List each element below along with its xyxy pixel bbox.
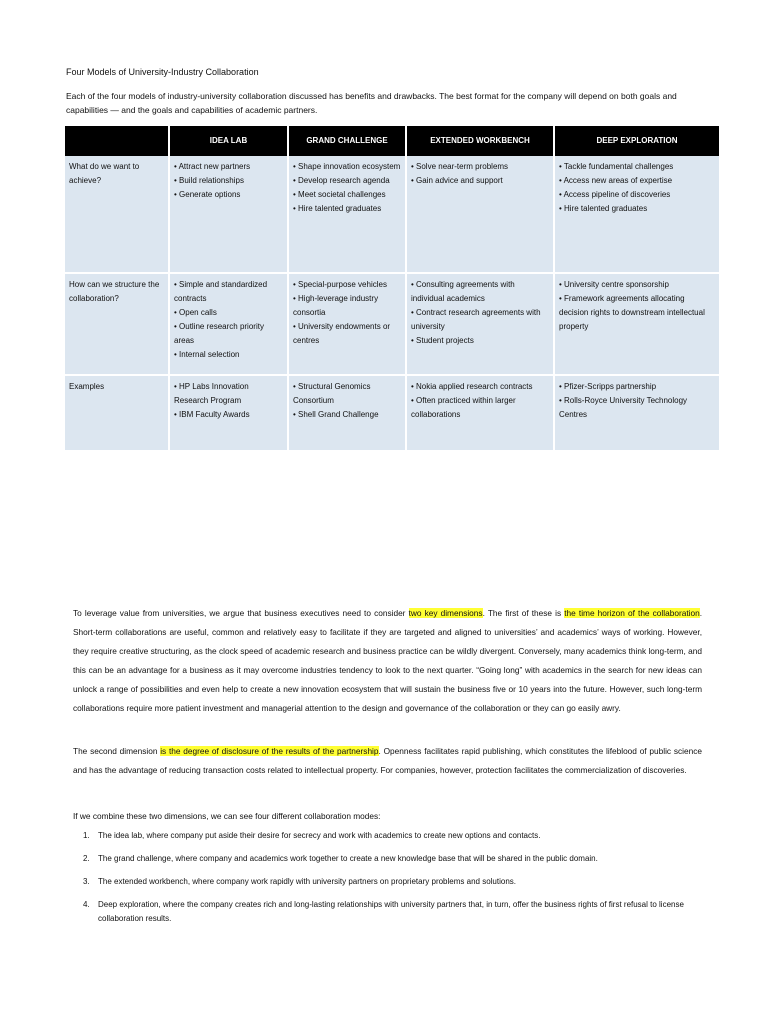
bullet-item: • Special-purpose vehicles xyxy=(293,280,387,289)
row-label: Examples xyxy=(65,375,169,451)
row-label: How can we structure the collaboration? xyxy=(65,273,169,375)
bullet-item: • Open calls xyxy=(174,308,217,317)
bullet-item: • High-leverage industry consortia xyxy=(293,294,379,317)
highlight-two-key-dimensions: two key dimensions xyxy=(408,608,483,618)
bullet-item: • Student projects xyxy=(411,336,474,345)
table-cell xyxy=(288,156,406,273)
text-run: . The first of these is xyxy=(482,608,565,618)
list-number: 3. xyxy=(83,877,90,886)
bullet-item: • HP Labs Innovation Research Program xyxy=(174,382,249,405)
text-run: . Openness facilitates rapid publishing, which constitutes the lifeblood of public science and has the advantage of reducing transaction costs related to intellectual property. For companies, however, protection facilitates the commercialization of discoveries. xyxy=(73,746,702,775)
list-number: 2. xyxy=(83,854,90,863)
paragraph-combine: If we combine these two dimensions, we can see four different collaboration modes: xyxy=(73,811,381,821)
bullet-item: • Meet societal challenges xyxy=(293,190,386,199)
bullet-item: • Contract research agreements with university xyxy=(411,308,541,331)
table-row xyxy=(65,375,719,451)
paragraph-time-horizon xyxy=(73,604,702,718)
table-cell xyxy=(288,375,406,451)
header-grand-challenge: GRAND CHALLENGE xyxy=(288,126,406,156)
table-row xyxy=(65,156,719,273)
text-run: . Short-term collaborations are useful, common and relatively easy to facilitate if they are targeted and aligned to universities’ and academics’ ways of working. However, they require creative structuring, as the clock speed of academic research and business practice can be wildly divergent. Conversely, many academics think long-term, and this can be an advantage for a business as it may overcome industries tendency to look to the next quarter. “Going long” with academics in the search for new ideas can unlock a range of possibilities and even help to create a new innovation ecosystem that will sustain the business five or 10 years into the future. However, such long-term collaborations require more patient investment and managerial attention to the design and governance of the collaboration or they can go easily awry. xyxy=(73,608,703,713)
table-cell xyxy=(169,375,288,451)
bullet-item: • Tackle fundamental challenges xyxy=(559,162,674,171)
table-cell xyxy=(288,273,406,375)
bullet-item: • IBM Faculty Awards xyxy=(174,410,250,419)
bullet-item: • Develop research agenda xyxy=(293,176,390,185)
table-cell xyxy=(406,375,554,451)
highlight-time-horizon: the time horizon of the collaboration xyxy=(564,608,700,618)
bullet-item: • Access pipeline of discoveries xyxy=(559,190,671,199)
bullet-item: • Simple and standardized contracts xyxy=(174,280,268,303)
header-empty xyxy=(65,126,169,156)
header-deep-exploration: DEEP EXPLORATION xyxy=(554,126,719,156)
list-number: 4. xyxy=(83,900,90,909)
list-text: The extended workbench, where company work rapidly with university partners on proprietary problems and solutions. xyxy=(98,877,516,886)
list-item xyxy=(73,852,708,866)
table-cell xyxy=(169,156,288,273)
bullet-item: • Pfizer-Scripps partnership xyxy=(559,382,657,391)
paragraph-disclosure xyxy=(73,742,702,780)
table-cell xyxy=(554,375,719,451)
bullet-item: • Nokia applied research contracts xyxy=(411,382,533,391)
list-text: The grand challenge, where company and academics work together to create a new knowledge base that will be shared in the public domain. xyxy=(98,854,598,863)
table-header-row xyxy=(65,126,719,156)
table-row xyxy=(65,273,719,375)
highlight-degree-of-disclosure: is the degree of disclosure of the results of the partnership xyxy=(160,746,379,756)
row-label: What do we want to achieve? xyxy=(65,156,169,273)
list-text: The idea lab, where company put aside their desire for secrecy and work with academics to create new options and contacts. xyxy=(98,831,541,840)
bullet-item: • Gain advice and support xyxy=(411,176,503,185)
bullet-item: • Hire talented graduates xyxy=(559,204,648,213)
bullet-item: • Shell Grand Challenge xyxy=(293,410,379,419)
list-item xyxy=(73,875,708,889)
text-run: The second dimension xyxy=(73,746,161,756)
table-cell xyxy=(554,273,719,375)
bullet-item: • Framework agreements allocating decision rights to downstream intellectual property xyxy=(559,294,705,331)
bullet-item: • Often practiced within larger collaborations xyxy=(411,396,516,419)
list-item xyxy=(73,829,708,843)
collaboration-models-table xyxy=(65,126,719,452)
table-cell xyxy=(554,156,719,273)
bullet-item: • Build relationships xyxy=(174,176,244,185)
bullet-item: • Rolls-Royce University Technology Centres xyxy=(559,396,688,419)
bullet-item: • Structural Genomics Consortium xyxy=(293,382,371,405)
bullet-item: • Internal selection xyxy=(174,350,240,359)
bullet-item: • Attract new partners xyxy=(174,162,251,171)
table-cell xyxy=(406,273,554,375)
intro-paragraph: Each of the four models of industry-university collaboration discussed has benefits and drawbacks. The best format for the company will depend on both goals and capabilities — and the goals and capabilities of academic partners. xyxy=(66,91,677,115)
table-cell xyxy=(169,273,288,375)
bullet-item: • Access new areas of expertise xyxy=(559,176,673,185)
bullet-item: • University centre sponsorship xyxy=(559,280,669,289)
bullet-item: • Solve near-term problems xyxy=(411,162,509,171)
list-text: Deep exploration, where the company creates rich and long-lasting relationships with university partners that, in turn, offer the business rights of first refusal to license collaboration results. xyxy=(98,900,684,923)
bullet-item: • Generate options xyxy=(174,190,241,199)
table-cell xyxy=(406,156,554,273)
collaboration-modes-list xyxy=(73,829,708,935)
list-item xyxy=(73,898,708,926)
bullet-item: • Outline research priority areas xyxy=(174,322,264,345)
bullet-item: • University endowments or centres xyxy=(293,322,391,345)
bullet-item: • Shape innovation ecosystem xyxy=(293,162,401,171)
list-number: 1. xyxy=(83,831,90,840)
header-idea-lab: IDEA LAB xyxy=(169,126,288,156)
bullet-item: • Consulting agreements with individual academics xyxy=(411,280,515,303)
header-extended-workbench: EXTENDED WORKBENCH xyxy=(406,126,554,156)
bullet-item: • Hire talented graduates xyxy=(293,204,382,213)
document-title: Four Models of University-Industry Collaboration xyxy=(66,67,259,77)
text-run: To leverage value from universities, we argue that business executives need to consider xyxy=(73,608,409,618)
